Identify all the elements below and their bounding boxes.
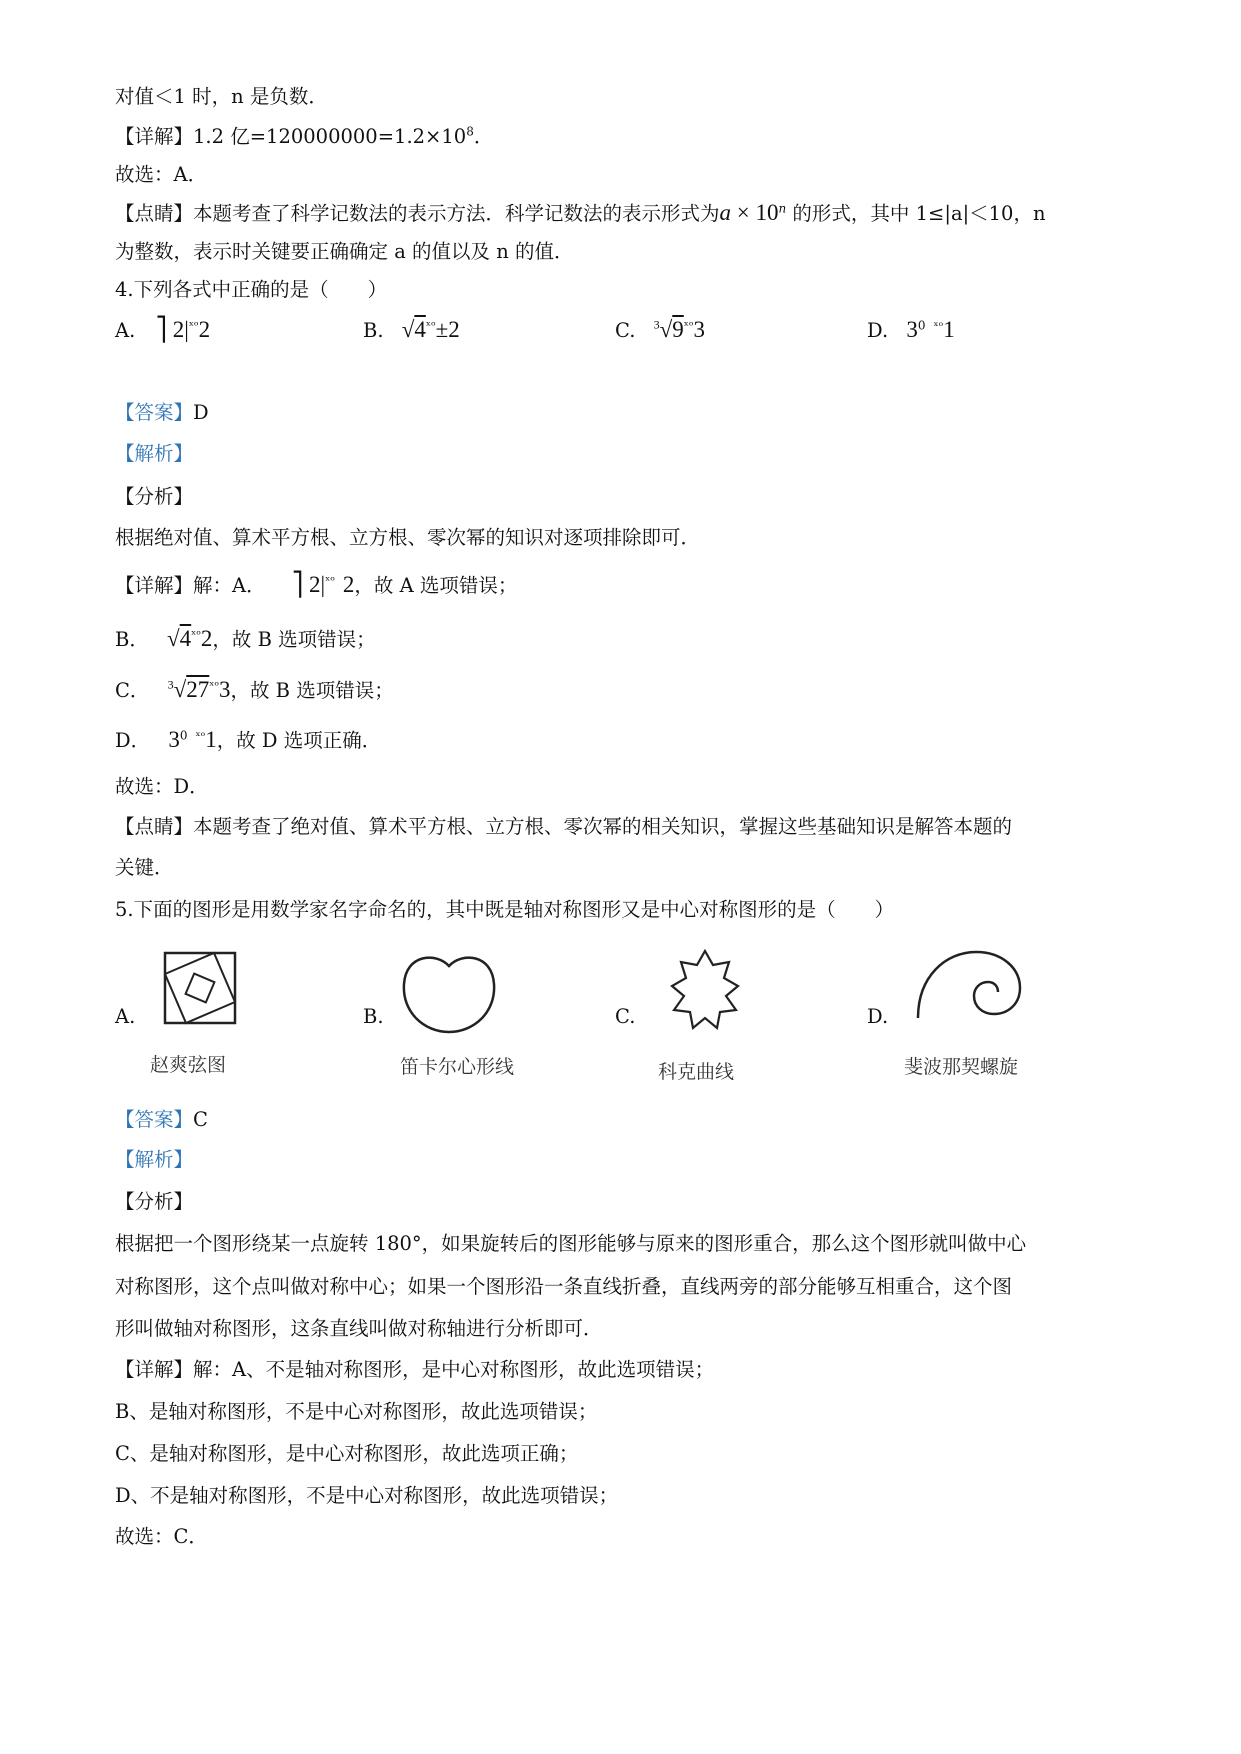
punct: ．	[473, 125, 494, 148]
point-text-tail: 的形式，其中 1≤|a|＜10，n	[786, 202, 1046, 225]
root-index: 3	[653, 317, 660, 332]
garbled-symbol: ˣᵒ	[188, 318, 199, 333]
answer-label: 【答案】	[115, 401, 194, 424]
fibonacci-spiral-icon	[912, 948, 1024, 1020]
detail-text: ，故 B 选项错误；	[230, 679, 394, 702]
fenxi-heading: 【分析】	[115, 1190, 194, 1213]
question-4: 4.下列各式中正确的是（ ）	[115, 278, 388, 301]
q5-caption-c: 科克曲线	[658, 1061, 735, 1083]
detail-line-d	[115, 728, 381, 753]
math-expr: 3	[218, 677, 231, 702]
detail-label: 【详解】解：A．	[115, 574, 266, 597]
radicand: 4	[414, 317, 426, 342]
answer-5	[115, 1108, 208, 1132]
q4-option-b: B. $√4^{ˣᵒ}\pm 2$	[363, 317, 460, 342]
math-exponent-n: n	[778, 201, 787, 216]
detail-text: ，故 B 选项错误；	[212, 628, 376, 651]
answer-value: C	[193, 1108, 208, 1131]
math-expr: ⎤ 2|	[291, 572, 326, 597]
choice-line: 故选：D．	[115, 775, 209, 798]
exponent: 8	[466, 124, 474, 139]
detail-label: D．	[115, 729, 151, 752]
detail-label: B．	[115, 628, 149, 651]
math-times: × 10	[731, 200, 779, 225]
option-label: B.	[363, 319, 384, 342]
zhaoshuang-diagram-icon	[162, 950, 238, 1026]
exponent: 0	[179, 728, 188, 743]
cardioid-icon	[400, 950, 498, 1034]
jiexi-heading: 【解析】	[115, 1148, 194, 1171]
detail-text: 【详解】1.2 亿=120000000=1.2×10	[115, 125, 467, 148]
radicand: 27	[186, 677, 210, 702]
q5-caption-b: 笛卡尔心形线	[400, 1056, 515, 1078]
math-expr: 2	[200, 626, 213, 651]
text-line: 对值＜1 时，n 是负数．	[115, 85, 328, 108]
answer-label: 【答案】	[115, 1108, 194, 1131]
point-line: 【点睛】本题考查了绝对值、算术平方根、立方根、零次幂的相关知识，掌握这些基础知识是解答本题的	[115, 815, 1013, 838]
q4-option-a	[115, 316, 210, 345]
root-index: 3	[167, 677, 174, 692]
analysis-text-2: 对称图形，这个点叫做对称中心；如果一个图形沿一条直线折叠，直线两旁的部分能够互相重合，这个图	[115, 1275, 1013, 1298]
point-text: 【点睛】本题考查了科学记数法的表示方法．科学记数法的表示形式为	[115, 202, 720, 225]
garbled-symbol: ˣᵒ	[191, 627, 201, 642]
detail-text: ，故 D 选项正确．	[216, 729, 382, 752]
garbled-symbol: ˣᵒ	[209, 678, 219, 693]
q5-caption-d: 斐波那契螺旋	[904, 1056, 1019, 1078]
math-a: a	[719, 200, 732, 225]
math-expr: 3	[693, 317, 705, 342]
q4-option-d	[867, 316, 955, 345]
detail-line-q5-a: 【详解】解：A、不是轴对称图形，是中心对称图形，故此选项错误；	[115, 1358, 715, 1381]
math-base: 3	[168, 727, 180, 752]
radicand: 9	[672, 317, 684, 342]
choice-line: 故选：A．	[115, 163, 208, 186]
math-base: 3	[906, 317, 918, 342]
fenxi-heading: 【分析】	[115, 485, 194, 508]
analysis-text: 根据绝对值、算术平方根、立方根、零次幂的知识对逐项排除即可．	[115, 526, 701, 549]
detail-line-q5-b: B、是轴对称图形，不是中心对称图形，故此选项错误；	[115, 1400, 598, 1423]
garbled-symbol: ˣᵒ	[683, 318, 694, 333]
garbled-symbol: ˣᵒ	[933, 318, 944, 333]
option-label: A.	[115, 319, 136, 342]
q5-option-d-label: D.	[867, 1005, 889, 1028]
radicand: 4	[179, 626, 192, 651]
detail-line-q5-c: C、是轴对称图形，是中心对称图形，故此选项正确；	[115, 1442, 579, 1465]
text-line: 为整数，表示时关键要正确确定 a 的值以及 n 的值．	[115, 240, 574, 263]
math-expr: ⎤ 2|	[155, 317, 189, 342]
detail-line	[115, 125, 493, 149]
point-line-2: 关键．	[115, 856, 174, 879]
detail-line-q5-d: D、不是轴对称图形，不是中心对称图形，故此选项错误；	[115, 1484, 619, 1507]
garbled-symbol: ˣᵒ	[425, 318, 436, 333]
detail-text: ，故 A 选项错误；	[354, 574, 518, 597]
detail-label: C．	[115, 679, 150, 702]
option-label: C.	[615, 319, 636, 342]
q5-caption-a: 赵爽弦图	[150, 1054, 227, 1076]
math-expr: 2	[342, 572, 355, 597]
exponent: 0	[917, 318, 926, 333]
choice-line: 故选：C．	[115, 1525, 208, 1548]
math-expr: ±2	[435, 317, 460, 342]
math-expr: 1	[943, 317, 955, 342]
analysis-text-1: 根据把一个图形绕某一点旋转 180°，如果旋转后的图形能够与原来的图形重合，那么这个图形就叫做中心	[115, 1232, 1027, 1255]
question-5: 5.下面的图形是用数学家名字命名的，其中既是轴对称图形又是中心对称图形的是（ ）	[115, 898, 895, 921]
math-expr: 2	[198, 317, 211, 342]
answer-value: D	[193, 401, 209, 424]
garbled-symbol: ˣᵒ	[325, 573, 335, 588]
jiexi-heading: 【解析】	[115, 442, 194, 465]
answer-4	[115, 401, 209, 425]
q5-option-a-label: A.	[115, 1005, 136, 1028]
q4-option-c: C. $^3√9^{ˣᵒ}3$	[615, 317, 705, 342]
q5-option-b-label: B.	[363, 1005, 384, 1028]
q5-option-c-label: C.	[615, 1005, 636, 1028]
option-label: D.	[867, 319, 889, 342]
garbled-symbol: ˣᵒ	[195, 728, 206, 743]
detail-line-a	[115, 573, 517, 598]
analysis-text-3: 形叫做轴对称图形，这条直线叫做对称轴进行分析即可．	[115, 1317, 603, 1340]
point-line	[115, 201, 1046, 226]
math-expr: 1	[205, 727, 217, 752]
detail-line-c: C． $^3√27^{ˣᵒ}3$，故 B 选项错误；	[115, 677, 394, 702]
detail-line-b: B． $√4^{ˣᵒ}2$，故 B 选项错误；	[115, 626, 376, 651]
koch-snowflake-icon	[660, 948, 750, 1038]
